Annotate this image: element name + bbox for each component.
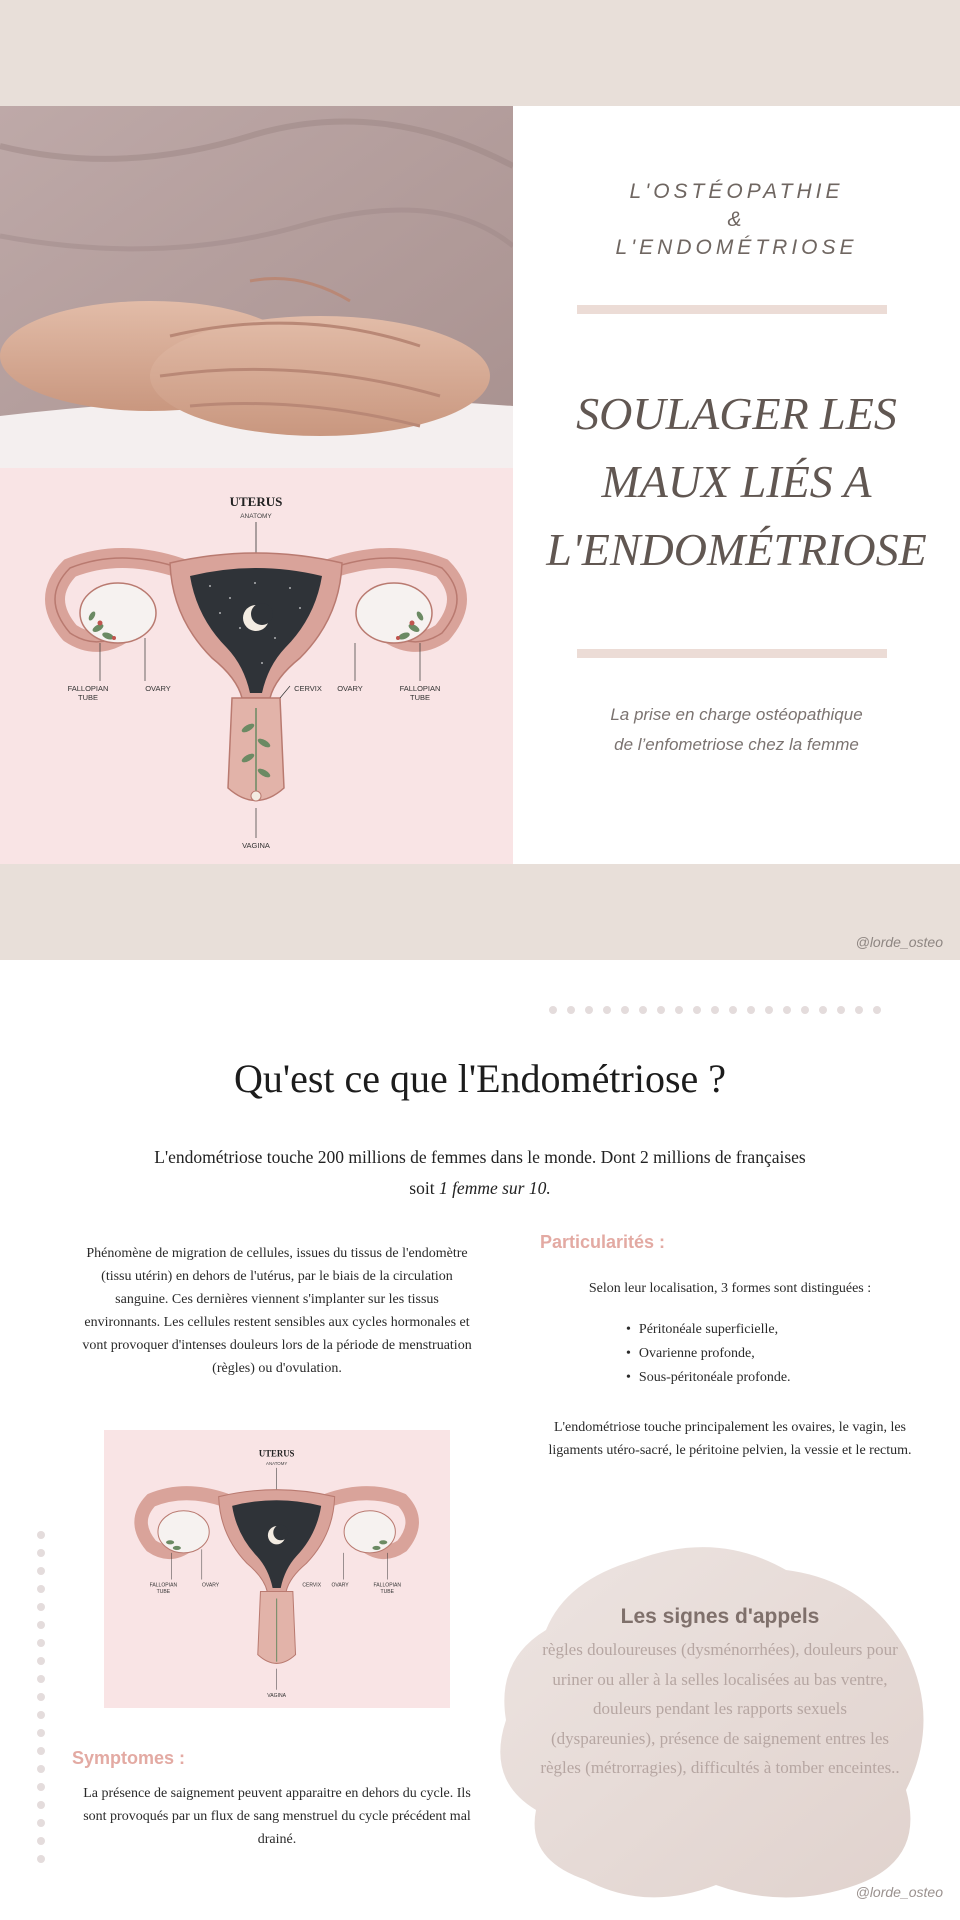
divider-top: [577, 305, 887, 314]
diagram-subtitle: ANATOMY: [240, 513, 272, 520]
uterus-diagram-large: [0, 468, 513, 864]
organs-paragraph: L'endométriose touche principalement les ovaires, le vagin, les ligaments utéro-sacré, le péritoine pelvien, la vessie et le rectum.: [548, 1420, 912, 1458]
subtitle: [513, 700, 960, 760]
label-fallopian-left-2: TUBE: [77, 693, 99, 702]
uterus-diagram-small: [104, 1430, 450, 1708]
list-item: • Sous-péritonéale profonde.: [626, 1366, 791, 1390]
svg-text:FALLOPIAN: FALLOPIAN: [149, 1582, 178, 1589]
svg-text:UTERUS: UTERUS: [258, 1448, 295, 1459]
svg-text:VAGINA: VAGINA: [267, 1692, 287, 1699]
kicker-ampersand: &: [727, 208, 746, 231]
forms-intro: Selon leur localisation, 3 formes sont distinguées :: [588, 1281, 872, 1296]
intro-line-1: L'endométriose touche 200 millions de femmes dans le monde. Dont 2 millions de françaises: [154, 1147, 806, 1167]
svg-text:OVARY: OVARY: [331, 1582, 349, 1589]
svg-text:TUBE: TUBE: [380, 1588, 395, 1595]
symptomes-paragraph: La présence de saignement peuvent apparaitre en dehors du cycle. Ils sont provoqués par un flux de sang menstruel du cycle précédent mal drainé.: [83, 1786, 471, 1847]
svg-text:CERVIX: CERVIX: [302, 1582, 322, 1589]
particularites-label: Particularités :: [540, 1232, 666, 1252]
section-heading: Qu'est ce que l'Endométriose ?: [233, 1056, 727, 1101]
label-cervix: CERVIX: [294, 684, 322, 693]
forms-list: [626, 1318, 791, 1390]
list-item: • Péritonéale superficielle,: [626, 1318, 791, 1342]
diagram-title: UTERUS: [229, 494, 283, 509]
kicker-line-2: L'ENDOMÉTRIOSE: [615, 236, 858, 259]
svg-text:FALLOPIAN: FALLOPIAN: [373, 1582, 402, 1589]
label-ovary-right: OVARY: [337, 684, 363, 693]
title-line-2: MAUX LIÉS A: [601, 456, 872, 507]
label-ovary-left: OVARY: [145, 684, 171, 693]
label-fallopian-right-2: TUBE: [409, 693, 431, 702]
signs-paragraph: règles douloureuses (dysménorrhées), douleurs pour uriner ou aller à la selles localisées au bas ventre, douleurs pendant les rapports sexuels (dyspareunies), présence de saignement entres les règles (métrorragies), difficultés à tomber enceintes..: [540, 1640, 900, 1777]
divider-bottom: [577, 649, 887, 658]
main-title: [513, 380, 960, 584]
label-vagina: VAGINA: [242, 841, 270, 850]
top-band: [0, 0, 960, 106]
label-fallopian-right-1: FALLOPIAN: [399, 684, 441, 693]
bottom-band: [0, 864, 960, 960]
author-handle: @lorde_osteo: [855, 934, 943, 950]
decorative-dots-column: [36, 1530, 46, 1870]
svg-text:OVARY: OVARY: [201, 1582, 220, 1589]
label-fallopian-left-1: FALLOPIAN: [67, 684, 109, 693]
intro-line-2: soit 1 femme sur 10.: [409, 1178, 551, 1198]
list-item: • Ovarienne profonde,: [626, 1342, 791, 1366]
signs-title: Les signes d'appels: [620, 1605, 820, 1628]
kicker-line-1: L'OSTÉOPATHIE: [629, 180, 844, 203]
title-line-1: SOULAGER LES: [576, 388, 897, 439]
author-handle-2: @lorde_osteo: [855, 1884, 943, 1900]
svg-text:ANATOMY: ANATOMY: [266, 1461, 288, 1467]
definition-paragraph: Phénomène de migration de cellules, issues du tissus de l'endomètre (tissu utérin) en dehors de l'utérus, par le biais de la circulation sanguine. Ces dernières viennent s'implanter sur les tissus environnants. Les cellules restent sensibles aux cycles hormonales et vont provoquer d'intenses douleurs lors de la période de menstruation (règles) ou d'ovulation.: [82, 1246, 472, 1376]
intro-emphasis: 1 femme sur 10.: [438, 1178, 551, 1198]
title-line-3: L'ENDOMÉTRIOSE: [546, 524, 927, 575]
subtitle-line-1: La prise en charge ostéopathique: [610, 705, 863, 724]
svg-text:TUBE: TUBE: [156, 1588, 171, 1595]
intro-paragraph: [80, 1142, 880, 1204]
subtitle-line-2: de l’enfometriose chez la femme: [614, 735, 859, 754]
hands-on-belly-photo: [0, 106, 513, 468]
decorative-dots-row: [548, 1005, 888, 1015]
symptomes-label: Symptomes :: [72, 1748, 186, 1768]
